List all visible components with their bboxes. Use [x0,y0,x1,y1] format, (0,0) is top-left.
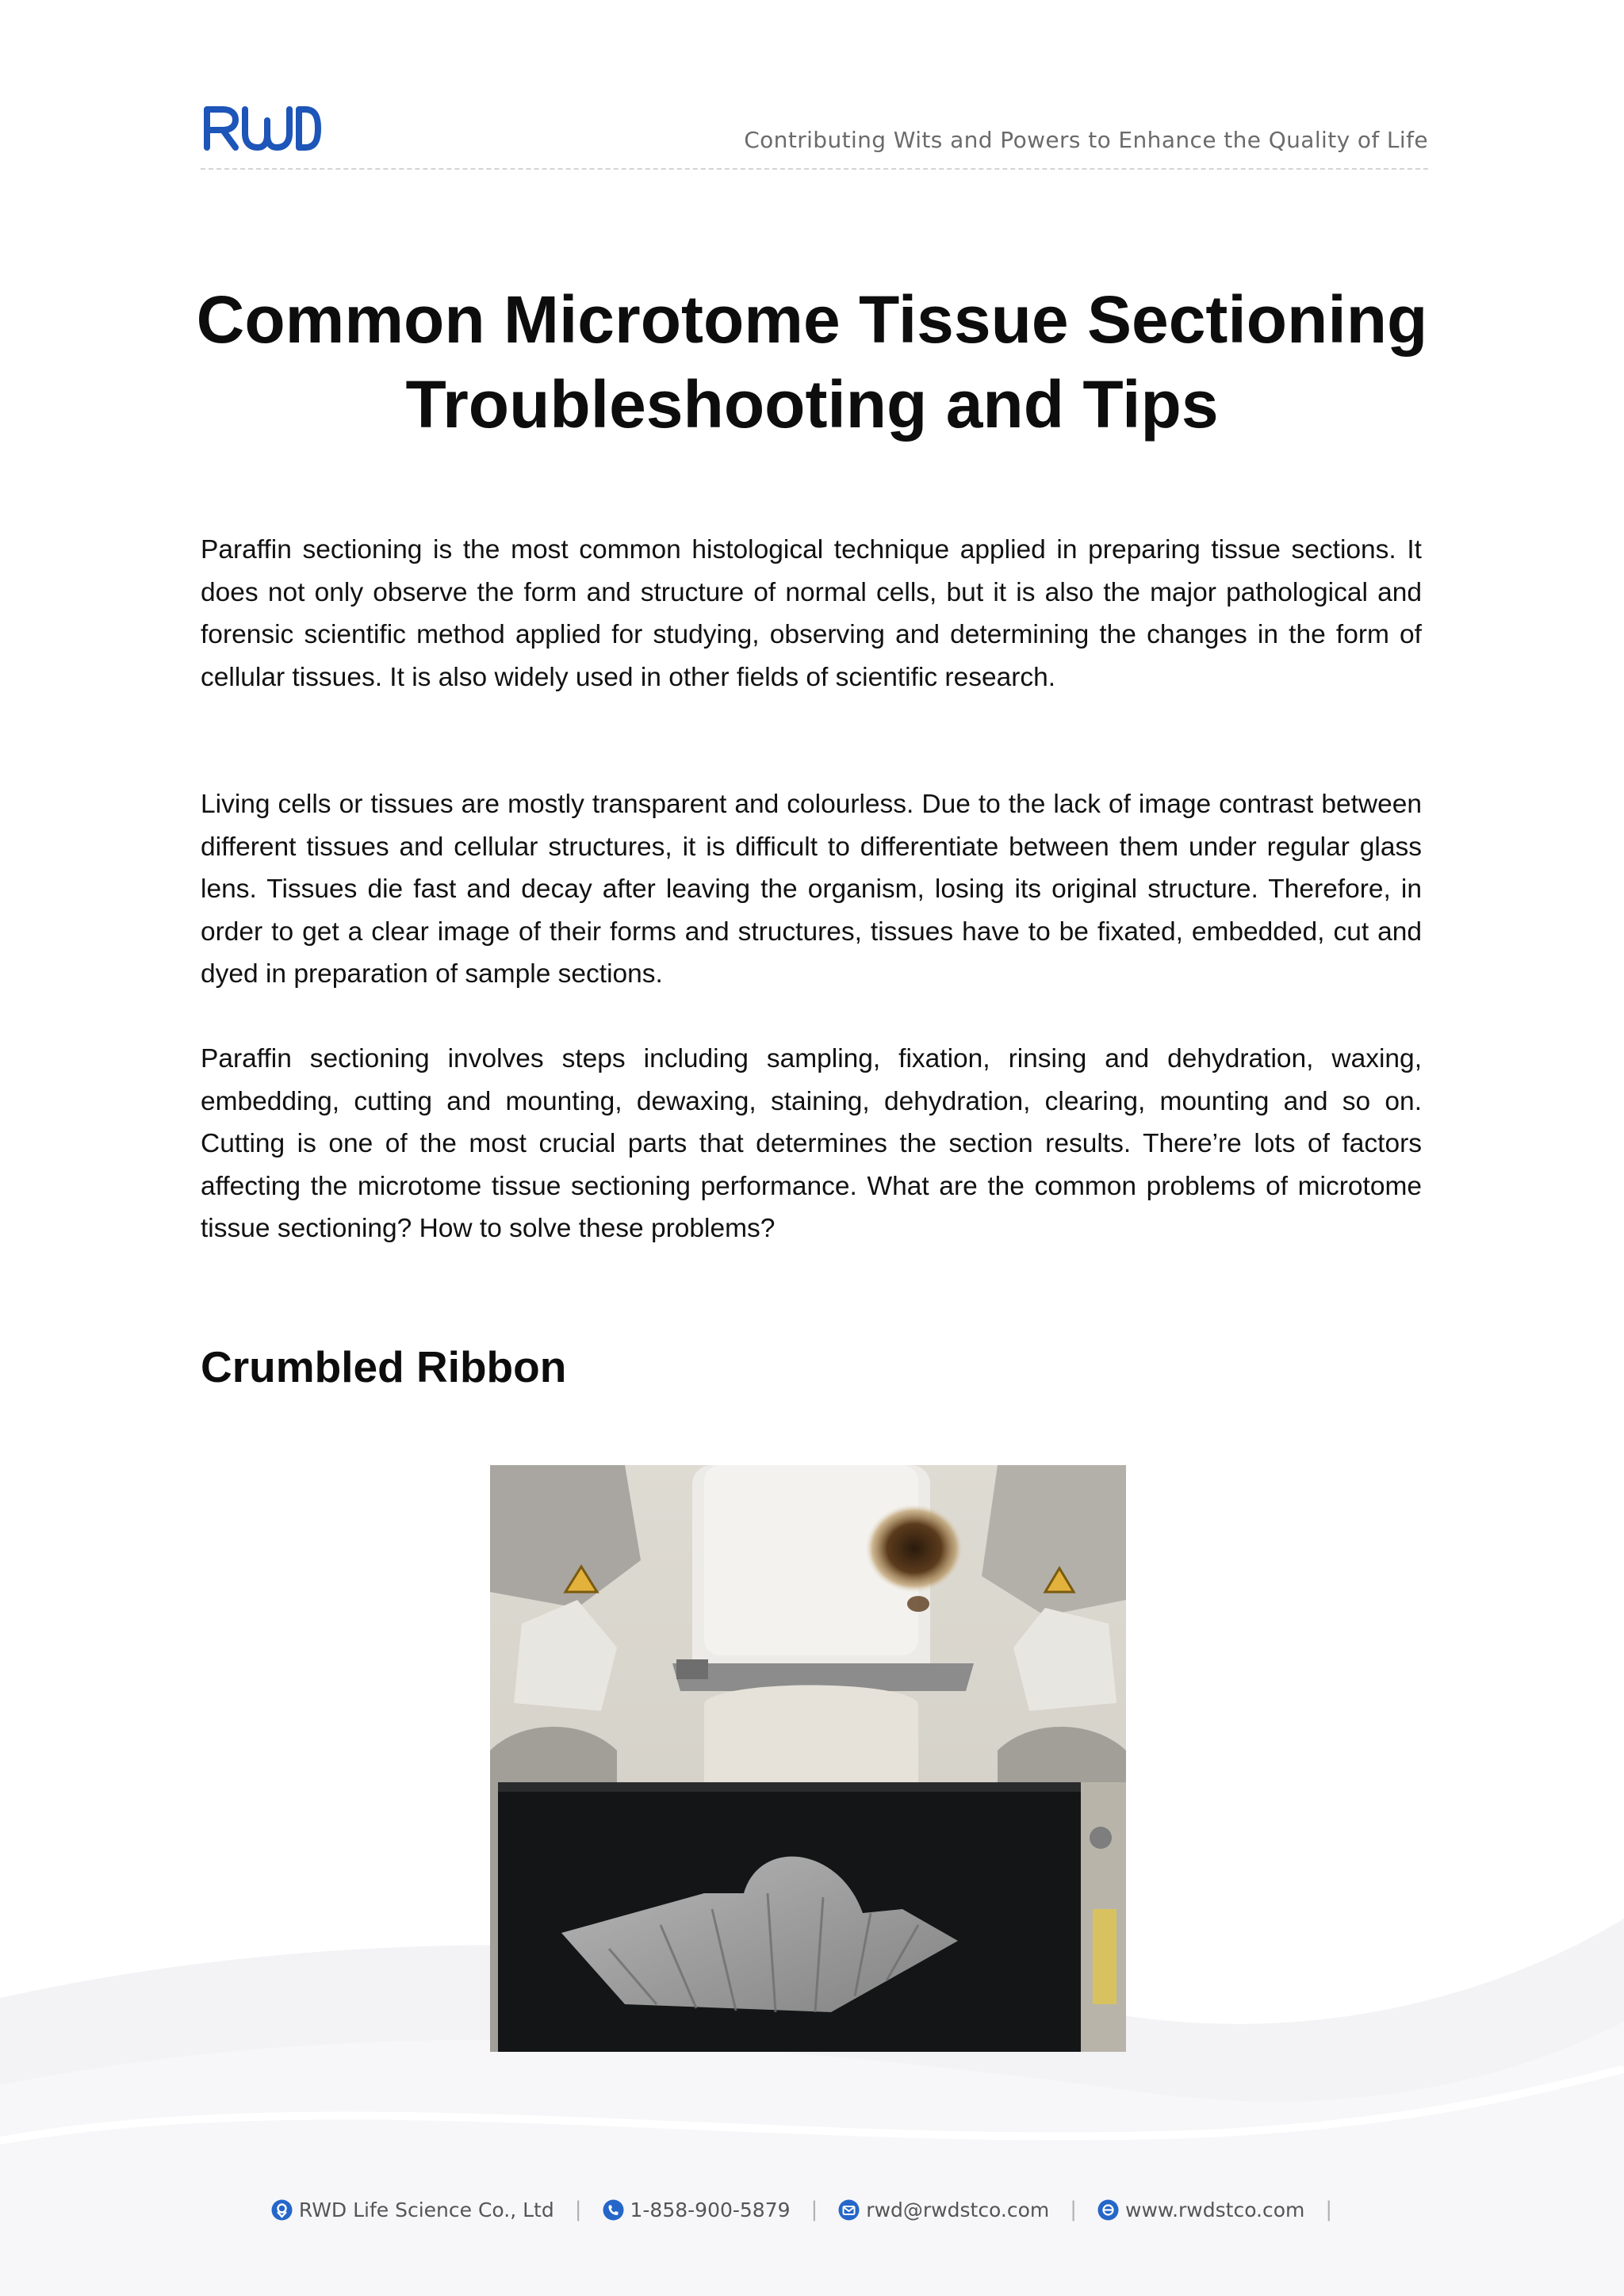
footer-separator: | [574,2198,582,2221]
rwd-logo [201,103,321,156]
intro-paragraph: Paraffin sectioning is the most common histological technique applied in preparing tissue sections. It does not only observe the form and structure of normal cells, but it is also the major pathological and forensic scientific method applied for studying, observing and determining the changes in the form of cellular tissues. It is also widely used in other fields of scientific research. [201,535,1422,692]
section-heading: Crumbled Ribbon [201,1342,567,1391]
title-line-1: Common Microtome Tissue Sectioning [196,282,1428,357]
phone-icon [603,2199,624,2221]
footer-company [271,2198,554,2221]
page-footer [0,2196,1624,2223]
crumbled-ribbon-photo [490,1465,1126,2052]
living-cells-paragraph: Living cells or tissues are mostly transparent and colourless. Due to the lack of image contrast between different tissues and cellular structures, it is difficult to differentiate between them under regular glass lens. Tissues die fast and decay after leaving the organism, losing its original structure. Therefore, in order to get a clear image of their forms and structures, tissues have to be fixated, embedded, cut and dyed in preparation of sample sections. [201,790,1422,989]
title-line-2: Troubleshooting and Tips [405,367,1219,442]
footer-website [1097,2198,1304,2221]
location-pin-icon [271,2199,293,2221]
web-icon [1097,2199,1119,2221]
footer-company-name: RWD Life Science Co., Ltd [298,2198,554,2221]
footer-website-url[interactable]: www.rwdstco.com [1125,2198,1305,2221]
header-divider [201,168,1428,170]
page-title [159,277,1465,447]
page-header [201,103,1428,170]
sectioning-steps-paragraph: Paraffin sectioning involves steps including sampling, fixation, rinsing and dehydration, waxing, embedding, cutting and mounting, dewaxing, staining, dehydration, clearing, mounting and so on. Cutting is one of the most crucial parts that determines the section results. There’re lots of factors affecting the microtome tissue sectioning performance. What are the common problems of microtome tissue sectioning? How to solve these problems? [201,1044,1422,1243]
footer-separator: | [1325,2198,1333,2221]
footer-separator: | [810,2198,818,2221]
email-icon [838,2199,860,2221]
footer-email-address[interactable]: rwd@rwdstco.com [866,2198,1050,2221]
footer-separator: | [1070,2198,1078,2221]
header-tagline: Contributing Wits and Powers to Enhance the Quality of Life [744,127,1428,153]
footer-phone [603,2198,791,2221]
footer-email [838,2198,1049,2221]
footer-phone-number: 1-858-900-5879 [630,2198,791,2221]
